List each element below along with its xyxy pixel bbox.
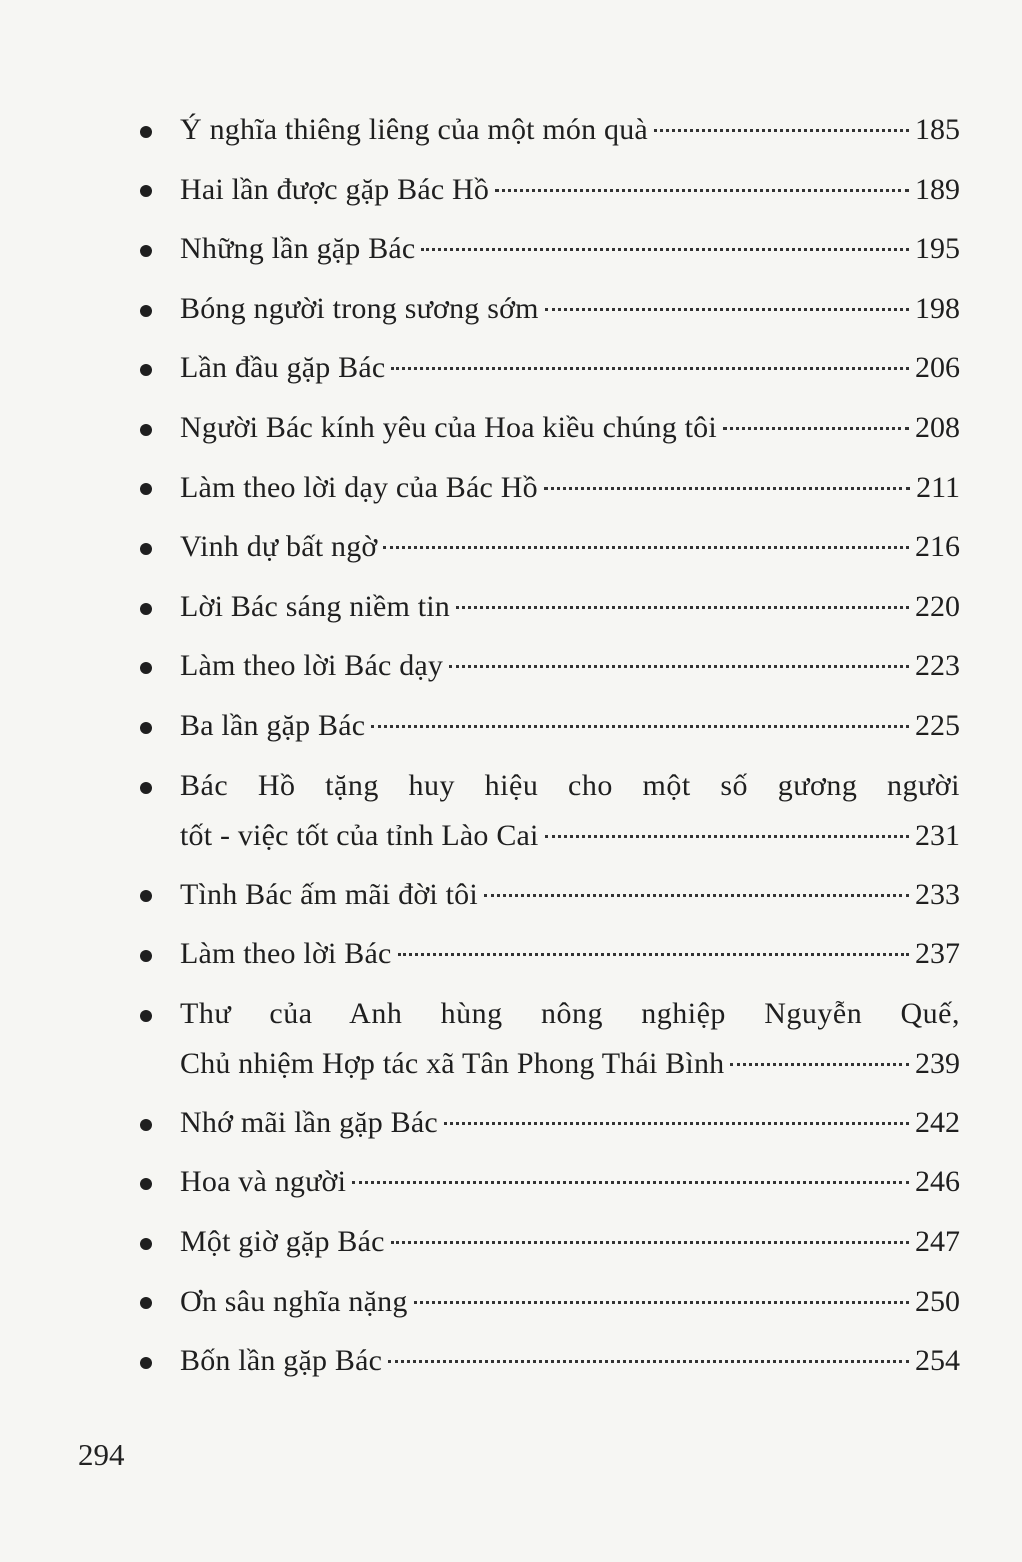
dot-leader	[545, 308, 909, 311]
dot-leader	[495, 189, 909, 192]
entry-page-number: 242	[915, 1105, 960, 1139]
dot-leader	[421, 248, 909, 251]
entry-page-number: 211	[916, 470, 960, 504]
entry-title: Tình Bác ấm mãi đời tôi	[180, 877, 478, 911]
entry-title: Bóng người trong sương sớm	[180, 291, 539, 325]
dot-leader	[456, 606, 909, 609]
entry-title: Ơn sâu nghĩa nặng	[180, 1284, 408, 1318]
entry-title: Nhớ mãi lần gặp Bác	[180, 1105, 438, 1139]
toc-entry	[130, 636, 960, 696]
dot-leader	[391, 367, 909, 370]
bullet-icon	[130, 398, 180, 458]
entry-title: Làm theo lời dạy của Bác Hồ	[180, 470, 538, 504]
toc-entry	[130, 696, 960, 756]
dot-leader	[414, 1301, 909, 1304]
entry-page-number: 189	[915, 172, 960, 206]
entry-page-number: 198	[915, 291, 960, 325]
entry-page-number: 231	[915, 818, 960, 852]
entry-page-number: 206	[915, 351, 960, 385]
toc-entry	[130, 756, 960, 865]
entry-title: Hoa và người	[180, 1165, 347, 1199]
bullet-icon	[130, 160, 180, 220]
entry-page-number: 185	[915, 113, 960, 146]
dot-leader	[371, 725, 909, 728]
bullet-icon	[130, 924, 180, 984]
bullet-icon	[130, 577, 180, 637]
toc-entry	[130, 924, 960, 984]
entry-title: Làm theo lời Bác dạy	[180, 649, 444, 683]
dot-leader	[444, 1122, 909, 1125]
toc-entry	[130, 1272, 960, 1332]
bullet-icon	[130, 865, 180, 925]
bullet-icon	[130, 458, 180, 518]
bullet-icon	[130, 696, 180, 756]
toc-entry	[130, 100, 960, 160]
entry-title: Ba lần gặp Bác	[180, 708, 366, 742]
entry-page-number: 246	[915, 1165, 960, 1199]
dot-leader	[398, 953, 909, 956]
entry-page-number: 239	[915, 1046, 960, 1080]
toc-entry	[130, 398, 960, 458]
entry-title: Làm theo lời Bác	[180, 937, 392, 971]
dot-leader	[449, 665, 909, 668]
dot-leader	[484, 894, 909, 897]
dot-leader	[391, 1241, 909, 1244]
entry-page-number: 254	[915, 1344, 960, 1378]
toc-entry	[130, 1212, 960, 1272]
dot-leader	[544, 487, 910, 490]
entry-title-line2: Chủ nhiệm Hợp tác xã Tân Phong Thái Bình	[180, 1046, 725, 1080]
entry-title: Lời Bác sáng niềm tin	[180, 589, 451, 623]
dot-leader	[352, 1181, 909, 1184]
bullet-icon	[130, 100, 180, 160]
toc-entry	[130, 1093, 960, 1153]
entry-title: Vinh dự bất ngờ	[180, 530, 378, 564]
entry-page-number: 220	[915, 589, 960, 623]
toc-entry	[130, 1152, 960, 1212]
bullet-icon	[130, 1093, 180, 1153]
dot-leader	[654, 129, 909, 132]
bullet-icon	[130, 279, 180, 339]
dot-leader	[383, 546, 909, 549]
bullet-icon	[130, 1152, 180, 1212]
bullet-icon	[130, 1212, 180, 1272]
toc-entry	[130, 338, 960, 398]
entry-page-number: 247	[915, 1224, 960, 1258]
dot-leader	[723, 427, 909, 430]
entry-page-number: 233	[915, 877, 960, 911]
entry-title: Ý nghĩa thiêng liêng của một món quà	[180, 113, 648, 146]
bullet-icon	[130, 338, 180, 398]
entry-title-line1: Bác Hồ tặng huy hiệu cho một số gương người	[180, 768, 960, 802]
entry-title: Những lần gặp Bác	[180, 232, 416, 266]
toc-entry	[130, 160, 960, 220]
toc-entry	[130, 865, 960, 925]
entry-page-number: 237	[915, 937, 960, 971]
entry-page-number: 216	[915, 530, 960, 564]
page-number: 294	[78, 1437, 125, 1472]
entry-title: Một giờ gặp Bác	[180, 1224, 385, 1258]
dot-leader	[545, 835, 909, 838]
dot-leader	[388, 1360, 909, 1363]
toc-entry	[130, 577, 960, 637]
entry-page-number: 195	[915, 232, 960, 266]
entry-page-number: 208	[915, 410, 960, 444]
toc-entry	[130, 279, 960, 339]
dot-leader	[730, 1063, 909, 1066]
bullet-icon	[130, 989, 180, 1039]
toc-entry	[130, 517, 960, 577]
bullet-icon	[130, 1272, 180, 1332]
entry-title: Lần đầu gặp Bác	[180, 351, 386, 385]
bullet-icon	[130, 636, 180, 696]
bullet-icon	[130, 1331, 180, 1391]
bullet-icon	[130, 219, 180, 279]
table-of-contents	[130, 100, 960, 1391]
entry-page-number: 225	[915, 708, 960, 742]
entry-title: Hai lần được gặp Bác Hồ	[180, 172, 490, 206]
entry-title: Bốn lần gặp Bác	[180, 1344, 383, 1378]
toc-entry	[130, 219, 960, 279]
entry-title-line1: Thư của Anh hùng nông nghiệp Nguyễn Quế,	[180, 996, 960, 1030]
entry-page-number: 223	[915, 649, 960, 683]
toc-entry	[130, 458, 960, 518]
entry-title: Người Bác kính yêu của Hoa kiều chúng tôi	[180, 410, 717, 444]
bullet-icon	[130, 761, 180, 811]
entry-title-line2: tốt - việc tốt của tỉnh Lào Cai	[180, 818, 539, 852]
toc-entry	[130, 1331, 960, 1391]
entry-page-number: 250	[915, 1284, 960, 1318]
bullet-icon	[130, 517, 180, 577]
toc-entry	[130, 984, 960, 1093]
